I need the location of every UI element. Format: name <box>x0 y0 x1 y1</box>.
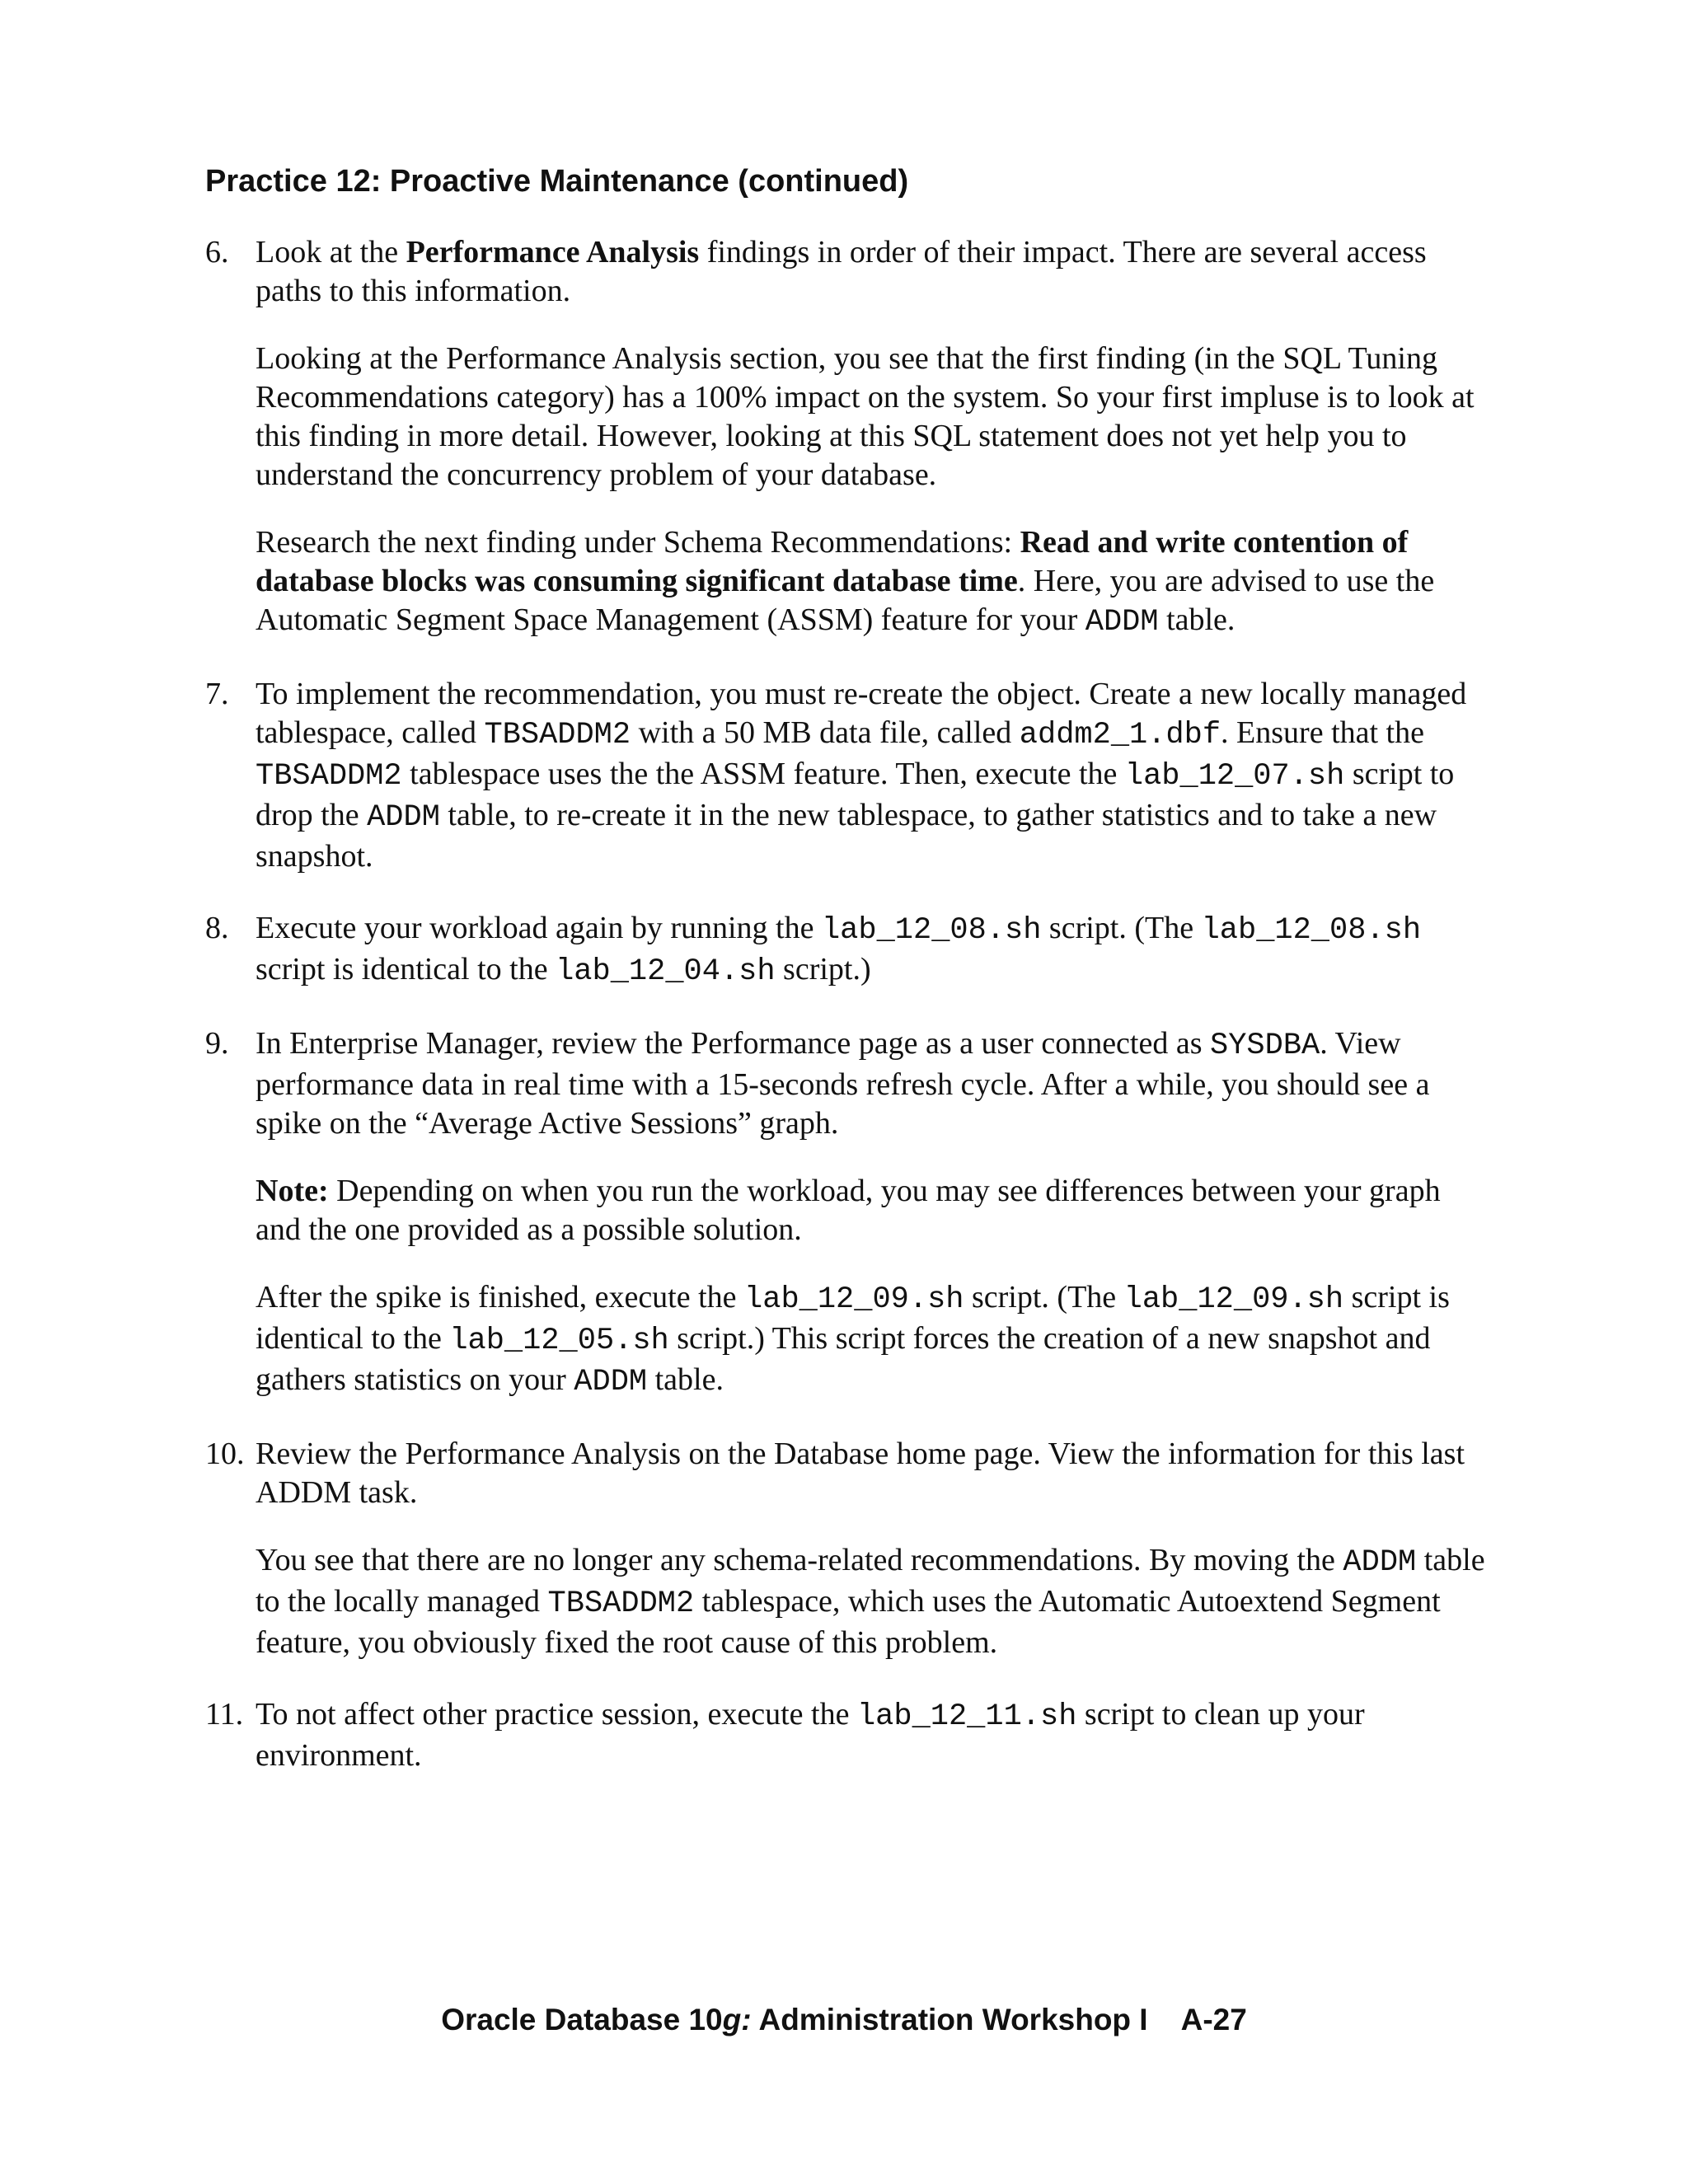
finding-emphasis: Read and write contention of database blocks was consuming significant database time <box>256 525 1409 598</box>
code-table-name: ADDM <box>367 800 440 835</box>
step-6 <box>205 233 1487 642</box>
code-script-name: lab_12_04.sh <box>556 954 776 989</box>
step-7 <box>205 675 1487 876</box>
step-9-note: Note: Depending on when you run the workload, you may see differences between your graph and the one provided as a possible solution. <box>256 1174 1441 1247</box>
step-11 <box>205 1695 1487 1775</box>
code-script-name: lab_12_08.sh <box>821 913 1042 948</box>
code-tablespace-name: TBSADDM2 <box>484 718 631 752</box>
note-label: Note: <box>256 1174 329 1208</box>
step-6-paragraph-3: Research the next finding under Schema Recommendations: Read and write contention of database blocks was consuming significant database time. Here, you are advised to use the Automatic Segment Space Management (ASSM) feature for your ADDM table. <box>256 525 1435 640</box>
step-10-paragraph-1: Review the Performance Analysis on the Database home page. View the information for this last ADDM task. <box>256 1436 1465 1510</box>
step-number: 11. <box>205 1697 244 1732</box>
step-9 <box>205 1024 1487 1402</box>
page-number: A-27 <box>1180 2003 1247 2036</box>
code-script-name: lab_12_09.sh <box>1123 1282 1344 1317</box>
step-number: 6. <box>205 235 229 269</box>
step-6-paragraph-2: Looking at the Performance Analysis section, you see that the first finding (in the SQL Tuning Recommendations category) has a 100% impact on the system. So your first impluse is to look at this finding in more detail. However, looking at this SQL statement does not yet help you to understand the concurrency problem of your database. <box>256 341 1475 492</box>
code-script-name: lab_12_07.sh <box>1124 759 1345 794</box>
code-script-name: lab_12_11.sh <box>856 1699 1077 1734</box>
step-11-paragraph-1: To not affect other practice session, execute the lab_12_11.sh script to clean up your environment. <box>256 1697 1365 1773</box>
step-8-paragraph-1: Execute your workload again by running the lab_12_08.sh script. (The lab_12_08.sh script is identical to the lab_12_04.sh script.) <box>256 911 1422 989</box>
step-8 <box>205 909 1487 991</box>
step-number: 10. <box>205 1436 245 1471</box>
practice-steps <box>205 233 1487 1808</box>
step-number: 7. <box>205 677 229 711</box>
step-10-paragraph-2: You see that there are no longer any schema-related recommendations. By moving the ADDM table to the locally managed TBSADDM2 tablespace, which uses the Automatic Autoextend Segment feature, you obviously fixed the root cause of this problem. <box>256 1543 1485 1660</box>
code-tablespace-name: TBSADDM2 <box>256 759 402 794</box>
performance-analysis-emphasis: Performance Analysis <box>406 235 700 269</box>
code-script-name: lab_12_05.sh <box>449 1324 669 1358</box>
step-10 <box>205 1435 1487 1662</box>
code-table-name: ADDM <box>1343 1545 1417 1580</box>
code-script-name: lab_12_09.sh <box>744 1282 964 1317</box>
step-number: 9. <box>205 1026 229 1061</box>
page-heading: Practice 12: Proactive Maintenance (continued) <box>205 164 909 199</box>
code-table-name: ADDM <box>1085 605 1159 640</box>
step-6-paragraph-1: Look at the Performance Analysis findings in order of their impact. There are several access paths to this information. <box>256 235 1427 308</box>
footer-title: Oracle Database 10g: Administration Workshop I <box>441 2003 1148 2036</box>
code-file-name: addm2_1.dbf <box>1019 718 1221 752</box>
code-user-role: SYSDBA <box>1210 1029 1320 1063</box>
code-tablespace-name: TBSADDM2 <box>547 1586 695 1621</box>
code-table-name: ADDM <box>574 1365 648 1399</box>
step-7-paragraph-1: To implement the recommendation, you must re-create the object. Create a new locally managed tablespace, called TBSADDM2 with a 50 MB data file, called addm2_1.dbf. Ensure that the TBSADDM2 tablespace uses the the ASSM feature. Then, execute the lab_12_07.sh script to drop the ADDM table, to re-create it in the new tablespace, to gather statistics and to take a new snapshot. <box>256 677 1467 874</box>
page-footer <box>0 2001 1688 2039</box>
step-9-paragraph-1: In Enterprise Manager, review the Performance page as a user connected as SYSDBA. View performance data in real time with a 15-seconds refresh cycle. After a while, you should see a spike on the “Average Active Sessions” graph. <box>256 1026 1430 1141</box>
code-script-name: lab_12_08.sh <box>1201 913 1422 948</box>
step-9-paragraph-3: After the spike is finished, execute the lab_12_09.sh script. (The lab_12_09.sh script is identical to the lab_12_05.sh script.) This script forces the creation of a new snapshot and gathers statistics on your ADDM table. <box>256 1280 1450 1399</box>
step-number: 8. <box>205 911 229 945</box>
